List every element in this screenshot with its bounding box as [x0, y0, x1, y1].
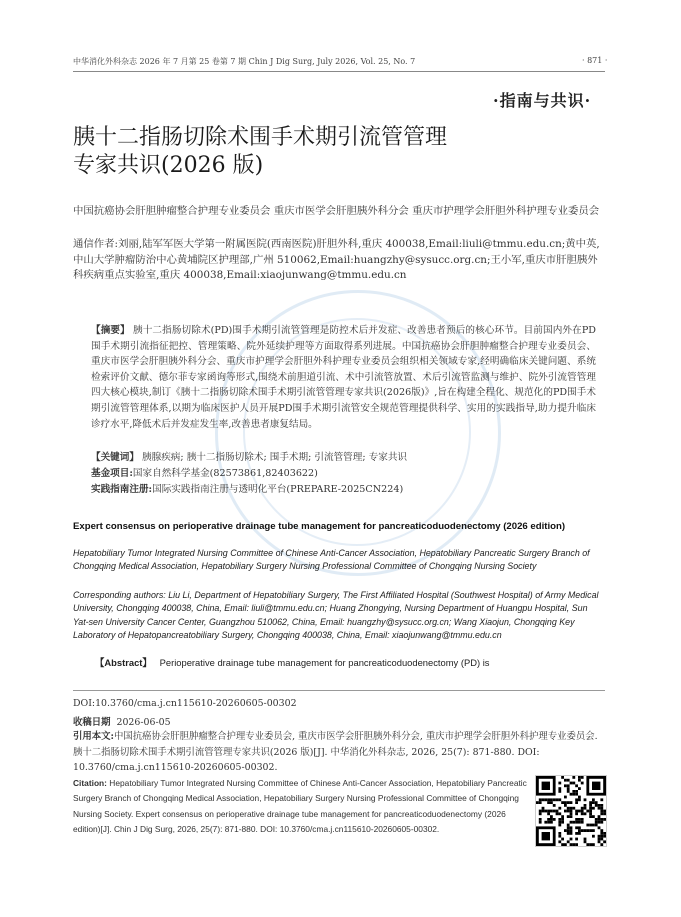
corresponding-authors: 通信作者:刘丽,陆军军医大学第一附属医院(西南医院)肝胆外科,重庆 400038,Email:liuli@tmmu.edu.cn;黄中英,中山大学肿瘤防治中心黄埔院区护理部,广州 510062,Email:huangzhy@sysucc.org.cn;王小军,重庆市肝胆胰外科疾病重点实验室,重庆 400038,Email:xiaojunwang@tmmu.edu.cn	[73, 238, 600, 282]
keywords	[91, 450, 596, 466]
abstract-label: 【摘要】	[91, 325, 130, 336]
abstract-text: 胰十二指肠切除术(PD)围手术期引流管管理是防控术后并发症、改善患者预后的核心环节。目前国内外在PD围手术期引流指征把控、管理策略、院外延续护理等方面取得系列进展。中国抗癌协会肝胆肿瘤整合护理专业委员会、重庆市医学会肝胆胰外科分会、重庆市护理学会肝胆外科护理专业委员会组织相关领域专家,经明确临床关键问题、系统检索评价文献、德尔菲专家函询等形式,围绕术前胆道引流、术中引流管放置、术后引流管监测与维护、院外引流管管理四大核心模块,制订《胰十二指肠切除术围手术期引流管管理专家共识(2026版)》,旨在构建全程化、规范化的PD围手术期引流管管理体系,以期为临床医护人员开展PD围手术期引流管安全规范管理提供科学、实用的实践指导,助力提升临床诊疗水平,降低术后并发症发生率,改善患者康复结局。	[91, 325, 596, 430]
qr-code	[535, 775, 607, 847]
footer-divider	[73, 690, 605, 691]
received-value: 2026-06-05	[116, 717, 171, 728]
keywords-label: 【关键词】	[91, 452, 139, 463]
received-date	[73, 714, 171, 728]
citation-en-text: Hepatobiliary Tumor Integrated Nursing Committee of Chinese Anti-Cancer Association, Hepatobiliary Pancreatic Surgery Branch of Chongqing Medical Association, Hepatobiliary Surgery Nursing Professional Committee of Chongqing Nursing Society. Expert consensus on perioperative drainage tube management for pancreaticoduodenectomy (2026 edition)[J]. Chin J Dig Surg, 2026, 25(7): 871-880. DOI: 10.3760/cma.j.cn115610-20260605-00302.	[73, 778, 527, 835]
authors: 中国抗癌协会肝胆肿瘤整合护理专业委员会 重庆市医学会肝胆胰外科分会 重庆市护理学会肝胆外科护理专业委员会	[73, 205, 600, 217]
page-number: · 871 ·	[582, 56, 608, 65]
title-line-2: 专家共识(2026 版)	[73, 153, 264, 178]
received-label: 收稿日期	[73, 717, 111, 728]
english-abstract-text: Perioperative drainage tube management for pancreaticoduodenectomy (PD) is	[159, 657, 490, 668]
english-title: Expert consensus on perioperative drainage tube management for pancreaticoduodenectomy (2026 edition)	[73, 521, 566, 532]
citation-cn-label: 引用本文:	[73, 731, 114, 742]
header-divider	[73, 71, 605, 72]
funding	[91, 466, 596, 482]
citation-en-label: Citation:	[73, 778, 107, 788]
article-title	[73, 124, 593, 180]
journal-header: 中华消化外科杂志 2026 年 7 月第 25 卷第 7 期 Chin J Dig Surg, July 2026, Vol. 25, No. 7	[73, 57, 416, 66]
english-abstract-label: 【Abstract】	[95, 657, 152, 668]
funding-text: 国家自然科学基金(82573861,82403622)	[132, 468, 318, 479]
section-tag: ·指南与共识·	[493, 91, 592, 110]
citation-cn-text: 中国抗癌协会肝胆肿瘤整合护理专业委员会, 重庆市医学会肝胆胰外科分会, 重庆市护理学会肝胆外科护理专业委员会. 胰十二指肠切除术围手术期引流管管理专家共识(2026 版)[J]. 中华消化外科杂志, 2026, 25(7): 871-880. DOI: 10.3760/cma.j.cn115610-20260605-00302.	[73, 731, 598, 774]
registration	[91, 482, 596, 498]
keywords-text: 胰腺疾病; 胰十二指肠切除术; 围手术期; 引流管管理; 专家共识	[142, 452, 408, 463]
abstract	[91, 323, 596, 432]
doi: DOI:10.3760/cma.j.cn115610-20260605-00302	[73, 698, 297, 709]
title-line-1: 胰十二指肠切除术围手术期引流管管理	[73, 125, 448, 150]
citation-chinese	[73, 729, 605, 776]
english-abstract	[95, 656, 605, 670]
citation-english	[73, 776, 528, 838]
registration-label: 实践指南注册:	[91, 484, 153, 495]
english-corresponding: Corresponding authors: Liu Li, Department of Hepatobiliary Surgery, The First Affiliated Hospital (Southwest Hospital) of Army Medical University, Chongqing 400038, China, Email: liuli@tmmu.edu.cn; Huang Zhongying, Nursing Department of Huangpu Hospital, Sun Yat-sen University Cancer Center, Guangzhou 510062, China, Email: huangzhy@sysucc.org.cn; Wang Xiaojun, Chongqing Key Laboratory of Hepatopancreatobiliary Surgery, Chongqing 400038, China, Email: xiaojunwang@tmmu.edu.cn	[73, 590, 599, 640]
funding-label: 基金项目:	[91, 468, 133, 479]
english-authors: Hepatobiliary Tumor Integrated Nursing Committee of Chinese Anti-Cancer Association, Hepatobiliary Pancreatic Surgery Branch of Chongqing Medical Association, Hepatobiliary Surgery Nursing Professional Committee of Chongqing Nursing Society	[73, 548, 590, 572]
registration-text: 国际实践指南注册与透明化平台(PREPARE-2025CN224)	[152, 484, 404, 495]
